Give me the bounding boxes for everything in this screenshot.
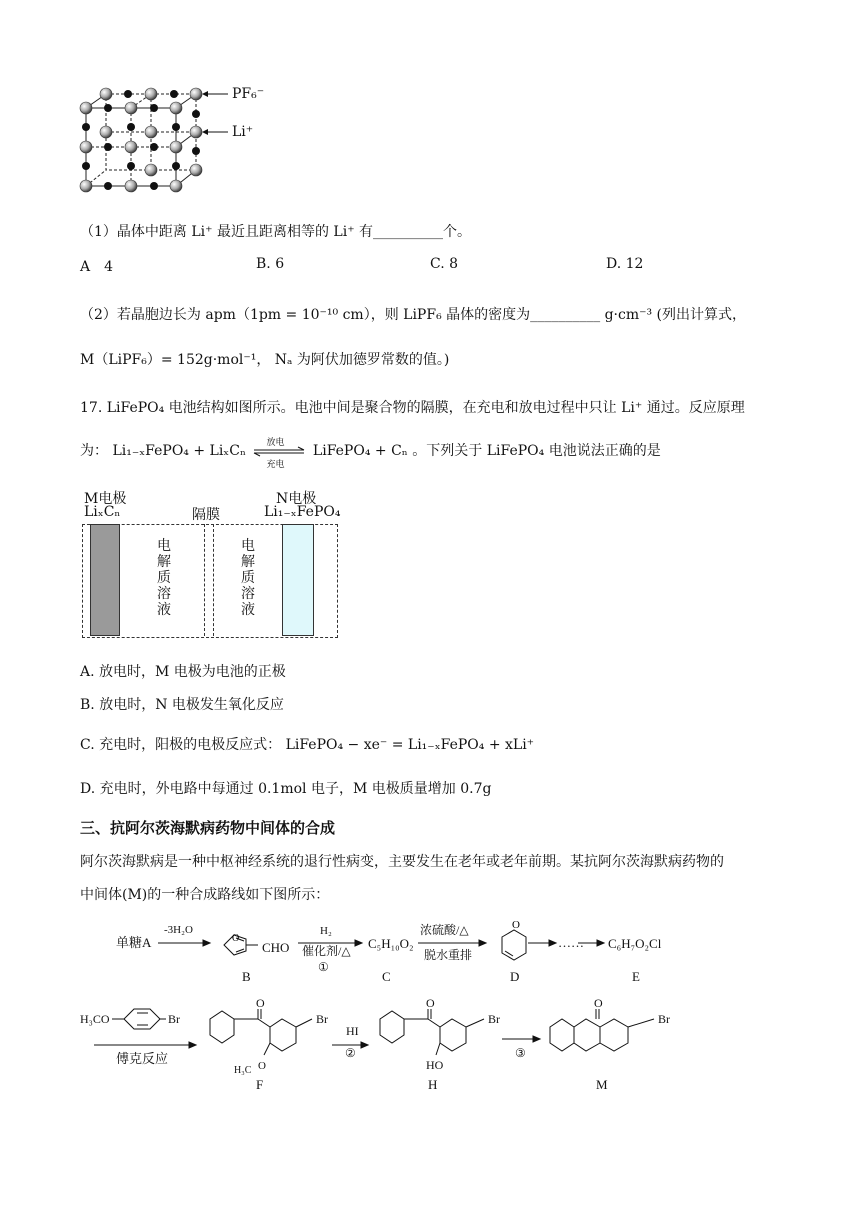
question-17-line2 (80, 438, 661, 470)
f-carbonyl-o: O (256, 996, 265, 1010)
synthesis-scheme (0, 915, 860, 1095)
equilibrium-arrow (250, 438, 308, 470)
membrane-label: 隔膜 (192, 507, 220, 523)
b-oxygen: O (232, 933, 240, 944)
reaction-left: 为： Li₁₋ₓFePO₄ + LiₓCₙ (80, 443, 247, 459)
q1-option-d: D. 12 (606, 256, 644, 272)
label-b: B (242, 969, 251, 984)
electrolyte-right: 电 解 质 溶 液 (241, 538, 255, 618)
br-label-1: Br (168, 1012, 180, 1026)
label-h: H (428, 1077, 438, 1092)
d-oxygen: O (512, 919, 520, 931)
label-c: C (382, 969, 391, 984)
li-label: Li⁺ (232, 124, 254, 140)
q1-option-a: A 4 (80, 259, 114, 275)
reaction-right: LiFePO₄ + Cₙ 。下列关于 LiFePO₄ 电池说法正确的是 (312, 443, 661, 459)
crystal-lattice-figure (78, 84, 268, 204)
section-3-paragraph-line1: 阿尔茨海默病是一种中枢神经系统的退行性病变，主要发生在老年或老年前期。某抗阿尔茨海默病药物的 (80, 854, 724, 870)
arrow2-bottom: 催化剂/△ (302, 944, 351, 958)
label-e: E (632, 969, 640, 984)
m-electrode-formula: LiₓCₙ (84, 504, 121, 520)
label-d: D (510, 969, 520, 984)
q17-option-c: C. 充电时，阳极的电极反应式： LiFePO₄ − xe⁻ = Li₁₋ₓFePO₄ + xLi⁺ (80, 737, 535, 753)
m-electrode (90, 524, 120, 636)
br-label-f: Br (316, 1012, 328, 1026)
m-electrode-label: M电极 (84, 491, 127, 507)
f-h3c: H₃C (234, 1065, 252, 1076)
n-electrode (282, 524, 314, 636)
cho-label: CHO (262, 940, 290, 955)
arrow3-bottom: 脱水重排 (424, 948, 473, 962)
question-2-line1: （2）若晶胞边长为 apm（1pm = 10⁻¹⁰ cm），则 LiPF₆ 晶体的密度为__________ g·cm⁻³ (列出计算式， (80, 307, 747, 323)
question-2-line2: M（LiPF₆）= 152g·mol⁻¹， Nₐ 为阿伏加德罗常数的值。) (80, 352, 450, 368)
arrow2-top: H₂ (320, 925, 332, 937)
arrow-bottom-label: 充电 (266, 460, 285, 470)
membrane (204, 524, 214, 636)
f-och3-o: O (258, 1060, 266, 1072)
ho-label: HO (426, 1058, 444, 1072)
pf6-label: PF₆⁻ (232, 86, 265, 102)
q1-option-b: B. 6 (256, 256, 285, 272)
n-electrode-label: N电极 (276, 491, 317, 507)
section-3-paragraph-line2: 中间体(M)的一种合成路线如下图所示： (80, 887, 330, 903)
br-label-m: Br (658, 1012, 670, 1026)
h3co-label: H₃CO (80, 1012, 110, 1026)
q17-option-b: B. 放电时，N 电极发生氧化反应 (80, 697, 284, 713)
arrow2-number: ① (318, 960, 329, 974)
question-17-line1: 17. LiFePO₄ 电池结构如图所示。电池中间是聚合物的隔膜，在充电和放电过程中只让 Li⁺ 通过。反应原理 (80, 400, 745, 416)
battery-diagram (82, 488, 342, 640)
c-formula: C₅H₁₀O₂ (368, 936, 414, 951)
question-1-text: （1）晶体中距离 Li⁺ 最近且距离相等的 Li⁺ 有__________个。 (80, 224, 472, 240)
section-3-title: 三、抗阿尔茨海默病药物中间体的合成 (80, 819, 336, 837)
m-carbonyl-o: O (594, 996, 603, 1010)
br-label-h: Br (488, 1012, 500, 1026)
arrow-top-label: 放电 (266, 438, 285, 448)
fc-label: 傅克反应 (116, 1051, 169, 1066)
arrow1-top: -3H₂O (164, 924, 193, 936)
label-m: M (596, 1077, 608, 1092)
e-formula: C₆H₇O₂Cl (608, 936, 662, 951)
q1-option-c: C. 8 (430, 256, 459, 272)
q17-option-a: A. 放电时，M 电极为电池的正极 (80, 664, 286, 680)
electrolyte-left: 电 解 质 溶 液 (157, 538, 171, 618)
start-label: 单糖A (116, 935, 152, 950)
label-f: F (256, 1077, 264, 1092)
arrow3-top: 浓硫酸/△ (420, 923, 469, 937)
hi-label: HI (346, 1024, 359, 1038)
h-carbonyl-o: O (426, 996, 435, 1010)
step3-number: ③ (515, 1046, 526, 1060)
q17-option-d: D. 充电时，外电路中每通过 0.1mol 电子，M 电极质量增加 0.7g (80, 781, 492, 797)
step2-number: ② (345, 1046, 356, 1060)
n-electrode-formula: Li₁₋ₓFePO₄ (264, 504, 341, 520)
ellipsis: …… (558, 935, 584, 950)
